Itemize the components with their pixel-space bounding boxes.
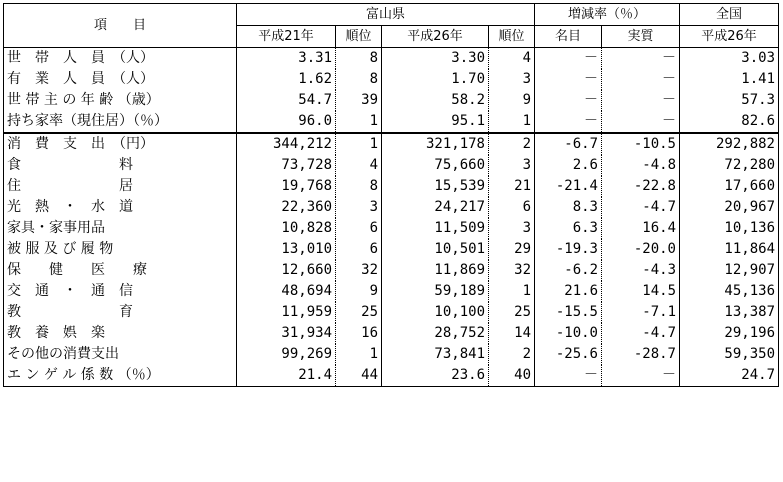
table-row <box>4 218 779 239</box>
table-row <box>4 111 779 133</box>
table-row <box>4 133 779 155</box>
row-label: 保 健 医 療 <box>4 260 237 281</box>
table-row <box>4 344 779 365</box>
cell-national-value: 29,196 <box>680 323 779 344</box>
cell-h26-rank: 1 <box>489 281 535 302</box>
header-h21: 平成21年 <box>237 26 336 48</box>
cell-nominal-rate: 2.6 <box>535 155 602 176</box>
cell-h26-value: 23.6 <box>382 365 489 387</box>
cell-h26-value: 11,869 <box>382 260 489 281</box>
cell-h26-value: 24,217 <box>382 197 489 218</box>
household-spending-table <box>3 3 779 387</box>
cell-national-value: 10,136 <box>680 218 779 239</box>
row-label: 家具・家事用品 <box>4 218 237 239</box>
cell-nominal-rate: -19.3 <box>535 239 602 260</box>
cell-h21-value: 12,660 <box>237 260 336 281</box>
cell-national-value: 20,967 <box>680 197 779 218</box>
cell-h26-value: 321,178 <box>382 133 489 155</box>
table-row <box>4 365 779 387</box>
cell-h21-value: 10,828 <box>237 218 336 239</box>
cell-real-rate: － <box>602 365 680 387</box>
cell-h21-rank: 8 <box>336 69 382 90</box>
cell-h21-value: 1.62 <box>237 69 336 90</box>
cell-h21-value: 73,728 <box>237 155 336 176</box>
cell-h26-rank: 25 <box>489 302 535 323</box>
cell-real-rate: -20.0 <box>602 239 680 260</box>
cell-h26-value: 95.1 <box>382 111 489 133</box>
table-row <box>4 197 779 218</box>
cell-real-rate: － <box>602 48 680 70</box>
cell-national-value: 17,660 <box>680 176 779 197</box>
cell-h21-value: 31,934 <box>237 323 336 344</box>
cell-h26-value: 28,752 <box>382 323 489 344</box>
table-row <box>4 90 779 111</box>
cell-national-value: 82.6 <box>680 111 779 133</box>
cell-national-value: 57.3 <box>680 90 779 111</box>
header-rank-h26: 順位 <box>489 26 535 48</box>
cell-h21-rank: 6 <box>336 239 382 260</box>
cell-real-rate: － <box>602 90 680 111</box>
cell-real-rate: -4.7 <box>602 197 680 218</box>
header-rank-h21: 順位 <box>336 26 382 48</box>
row-label: エ ン ゲ ル 係 数 （％） <box>4 365 237 387</box>
table-row <box>4 155 779 176</box>
cell-h21-value: 19,768 <box>237 176 336 197</box>
cell-h26-value: 10,501 <box>382 239 489 260</box>
row-label: 世 帯 人 員 （人） <box>4 48 237 70</box>
header-toyama: 富山県 <box>237 4 535 26</box>
cell-nominal-rate: － <box>535 90 602 111</box>
cell-h21-value: 13,010 <box>237 239 336 260</box>
cell-h21-rank: 9 <box>336 281 382 302</box>
cell-national-value: 3.03 <box>680 48 779 70</box>
cell-h26-rank: 2 <box>489 133 535 155</box>
cell-h26-value: 58.2 <box>382 90 489 111</box>
row-label: 被 服 及 び 履 物 <box>4 239 237 260</box>
header-real: 実質 <box>602 26 680 48</box>
cell-real-rate: -22.8 <box>602 176 680 197</box>
table-row <box>4 323 779 344</box>
cell-h26-rank: 3 <box>489 218 535 239</box>
cell-national-value: 13,387 <box>680 302 779 323</box>
cell-h26-value: 15,539 <box>382 176 489 197</box>
row-label: 世 帯 主 の 年 齢 （歳） <box>4 90 237 111</box>
cell-h21-value: 48,694 <box>237 281 336 302</box>
cell-nominal-rate: － <box>535 365 602 387</box>
cell-h26-rank: 4 <box>489 48 535 70</box>
cell-h21-rank: 6 <box>336 218 382 239</box>
cell-nominal-rate: 6.3 <box>535 218 602 239</box>
cell-nominal-rate: － <box>535 69 602 90</box>
cell-real-rate: -7.1 <box>602 302 680 323</box>
cell-real-rate: -4.3 <box>602 260 680 281</box>
cell-h21-value: 344,212 <box>237 133 336 155</box>
cell-h26-value: 1.70 <box>382 69 489 90</box>
cell-national-value: 1.41 <box>680 69 779 90</box>
cell-real-rate: － <box>602 111 680 133</box>
cell-h26-rank: 6 <box>489 197 535 218</box>
cell-h21-rank: 8 <box>336 48 382 70</box>
cell-h21-value: 54.7 <box>237 90 336 111</box>
row-label: 食 料 <box>4 155 237 176</box>
cell-h21-value: 3.31 <box>237 48 336 70</box>
cell-h26-rank: 9 <box>489 90 535 111</box>
header-item: 項 目 <box>4 4 237 48</box>
cell-h21-rank: 25 <box>336 302 382 323</box>
cell-national-value: 59,350 <box>680 344 779 365</box>
cell-h21-rank: 39 <box>336 90 382 111</box>
cell-nominal-rate: － <box>535 111 602 133</box>
cell-h21-rank: 4 <box>336 155 382 176</box>
cell-nominal-rate: -21.4 <box>535 176 602 197</box>
table-row <box>4 260 779 281</box>
cell-h21-rank: 3 <box>336 197 382 218</box>
cell-real-rate: 14.5 <box>602 281 680 302</box>
cell-national-value: 72,280 <box>680 155 779 176</box>
cell-h26-value: 11,509 <box>382 218 489 239</box>
cell-h26-value: 10,100 <box>382 302 489 323</box>
cell-h26-rank: 2 <box>489 344 535 365</box>
row-label: その他の消費支出 <box>4 344 237 365</box>
cell-real-rate: -28.7 <box>602 344 680 365</box>
cell-h26-value: 3.30 <box>382 48 489 70</box>
cell-h26-rank: 3 <box>489 69 535 90</box>
header-nominal: 名目 <box>535 26 602 48</box>
cell-h26-rank: 1 <box>489 111 535 133</box>
cell-real-rate: -4.7 <box>602 323 680 344</box>
cell-nominal-rate: -25.6 <box>535 344 602 365</box>
header-h26: 平成26年 <box>382 26 489 48</box>
table-row <box>4 239 779 260</box>
cell-h26-value: 75,660 <box>382 155 489 176</box>
header-national: 全国 <box>680 4 779 26</box>
table-row <box>4 302 779 323</box>
cell-h21-rank: 8 <box>336 176 382 197</box>
table-row <box>4 176 779 197</box>
cell-h21-value: 22,360 <box>237 197 336 218</box>
cell-h21-rank: 1 <box>336 133 382 155</box>
cell-h21-rank: 32 <box>336 260 382 281</box>
cell-h21-rank: 1 <box>336 111 382 133</box>
row-label: 有 業 人 員 （人） <box>4 69 237 90</box>
cell-national-value: 12,907 <box>680 260 779 281</box>
cell-h21-rank: 1 <box>336 344 382 365</box>
cell-nominal-rate: － <box>535 48 602 70</box>
cell-nominal-rate: -10.0 <box>535 323 602 344</box>
header-national-h26: 平成26年 <box>680 26 779 48</box>
cell-national-value: 11,864 <box>680 239 779 260</box>
cell-h26-rank: 14 <box>489 323 535 344</box>
row-label: 消 費 支 出 （円） <box>4 133 237 155</box>
cell-h21-rank: 16 <box>336 323 382 344</box>
cell-h21-value: 99,269 <box>237 344 336 365</box>
cell-nominal-rate: -6.7 <box>535 133 602 155</box>
cell-h21-rank: 44 <box>336 365 382 387</box>
cell-h26-value: 73,841 <box>382 344 489 365</box>
cell-nominal-rate: 8.3 <box>535 197 602 218</box>
cell-nominal-rate: 21.6 <box>535 281 602 302</box>
cell-h26-value: 59,189 <box>382 281 489 302</box>
cell-real-rate: -4.8 <box>602 155 680 176</box>
cell-h26-rank: 29 <box>489 239 535 260</box>
cell-nominal-rate: -15.5 <box>535 302 602 323</box>
cell-national-value: 292,882 <box>680 133 779 155</box>
cell-h26-rank: 32 <box>489 260 535 281</box>
cell-real-rate: -10.5 <box>602 133 680 155</box>
table-row <box>4 69 779 90</box>
row-label: 教 養 娯 楽 <box>4 323 237 344</box>
cell-nominal-rate: -6.2 <box>535 260 602 281</box>
cell-real-rate: 16.4 <box>602 218 680 239</box>
cell-h21-value: 96.0 <box>237 111 336 133</box>
cell-h26-rank: 3 <box>489 155 535 176</box>
cell-h26-rank: 40 <box>489 365 535 387</box>
cell-h26-rank: 21 <box>489 176 535 197</box>
header-change-rate: 増減率（％） <box>535 4 680 26</box>
table-row <box>4 48 779 70</box>
cell-h21-value: 11,959 <box>237 302 336 323</box>
cell-real-rate: － <box>602 69 680 90</box>
row-label: 教 育 <box>4 302 237 323</box>
row-label: 持ち家率（現住居）（％） <box>4 111 237 133</box>
cell-national-value: 45,136 <box>680 281 779 302</box>
cell-h21-value: 21.4 <box>237 365 336 387</box>
row-label: 光 熱 ・ 水 道 <box>4 197 237 218</box>
row-label: 交 通 ・ 通 信 <box>4 281 237 302</box>
row-label: 住 居 <box>4 176 237 197</box>
table-row <box>4 281 779 302</box>
cell-national-value: 24.7 <box>680 365 779 387</box>
